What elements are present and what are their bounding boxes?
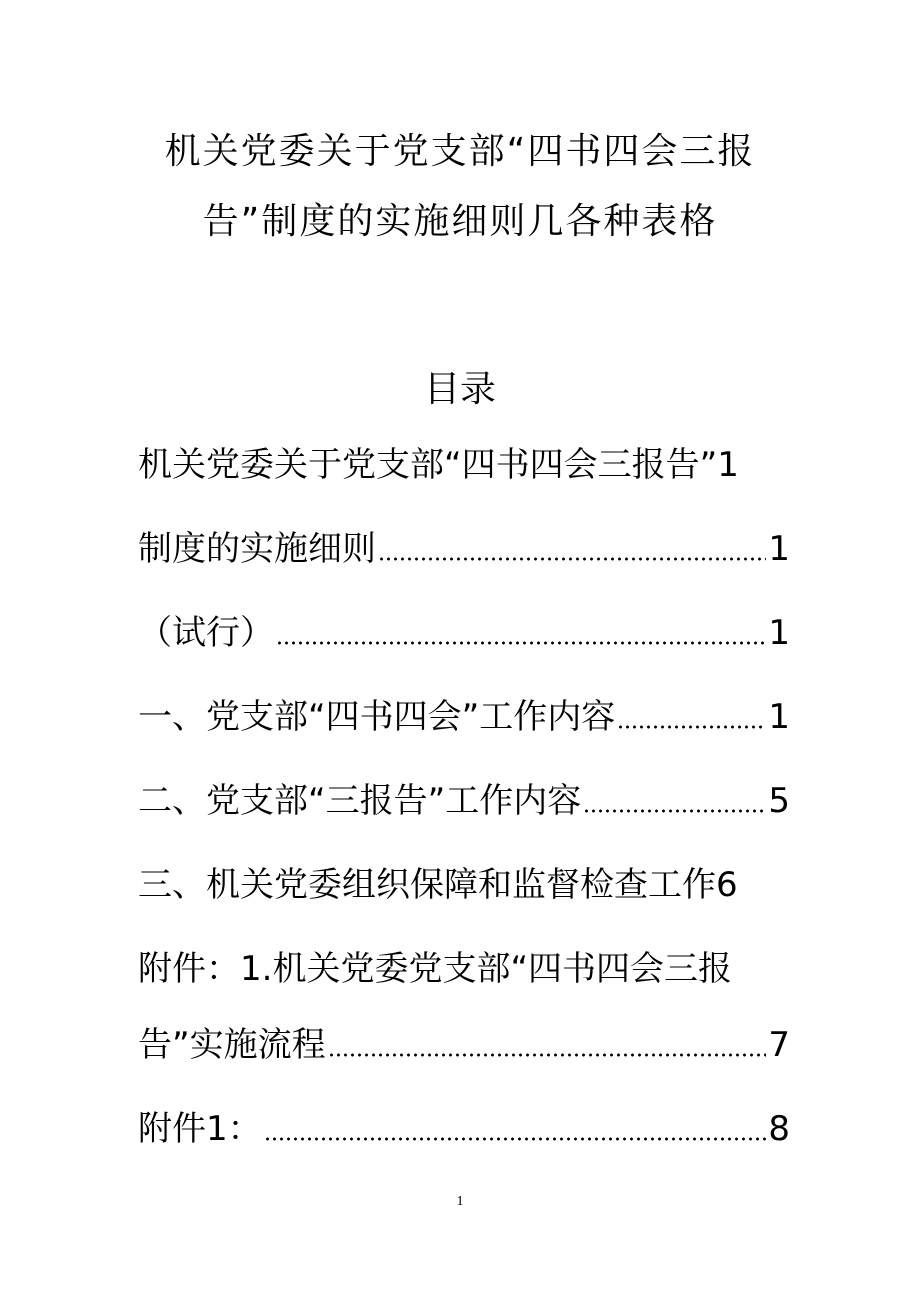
toc-entry-text: 制度的实施细则 <box>138 529 376 569</box>
toc-entry-page: 1 <box>717 445 739 485</box>
toc-entry-text: 告”实施流程 <box>138 1025 326 1065</box>
toc-dot-leader <box>264 1137 767 1141</box>
page-number: 1 <box>456 1194 464 1209</box>
toc-entry[interactable] <box>138 610 790 654</box>
document-title-line-1: 机关党委关于党支部“四书四会三报 <box>164 131 756 172</box>
toc-entry[interactable] <box>138 1106 790 1150</box>
toc-entry-page: 7 <box>768 1025 790 1065</box>
toc-entry[interactable] <box>138 694 790 738</box>
toc-entry-text: 二、党支部“三报告”工作内容 <box>138 781 582 821</box>
toc-entry[interactable] <box>138 778 790 822</box>
toc-entry[interactable] <box>138 1022 790 1066</box>
toc-entry-page: 5 <box>768 781 790 821</box>
toc-entry-page: 1 <box>768 613 790 653</box>
toc-entry-text: （试行） <box>138 613 274 653</box>
toc-dot-leader <box>583 809 766 813</box>
toc-dot-leader <box>276 641 766 645</box>
toc-entry-page: 8 <box>768 1109 790 1149</box>
toc-entry[interactable] <box>138 442 790 486</box>
toc-dot-leader <box>617 725 766 729</box>
toc-entry-page: 1 <box>768 697 790 737</box>
toc-entry-text: 一、党支部“四书四会”工作内容 <box>138 697 616 737</box>
toc-entry[interactable] <box>138 946 790 990</box>
toc-entry-text: 附件1： <box>138 1109 262 1149</box>
toc-dot-leader <box>378 557 766 561</box>
toc-entry-text: 附件：1.机关党委党支部“四书四会三报 <box>138 949 733 989</box>
document-title-line-2: 告”制度的实施细则几各种表格 <box>202 201 718 242</box>
toc-entry-text: 三、机关党委组织保障和监督检查工作 <box>138 865 716 905</box>
toc-entry-text: 机关党委关于党支部“四书四会三报告” <box>138 445 718 485</box>
toc-entry-page: 6 <box>716 865 738 905</box>
toc-entry[interactable] <box>138 862 790 906</box>
toc-dot-leader <box>328 1053 767 1057</box>
toc-entry-page: 1 <box>768 529 790 569</box>
toc-entry[interactable] <box>138 526 790 570</box>
toc-heading: 目录 <box>423 369 496 410</box>
